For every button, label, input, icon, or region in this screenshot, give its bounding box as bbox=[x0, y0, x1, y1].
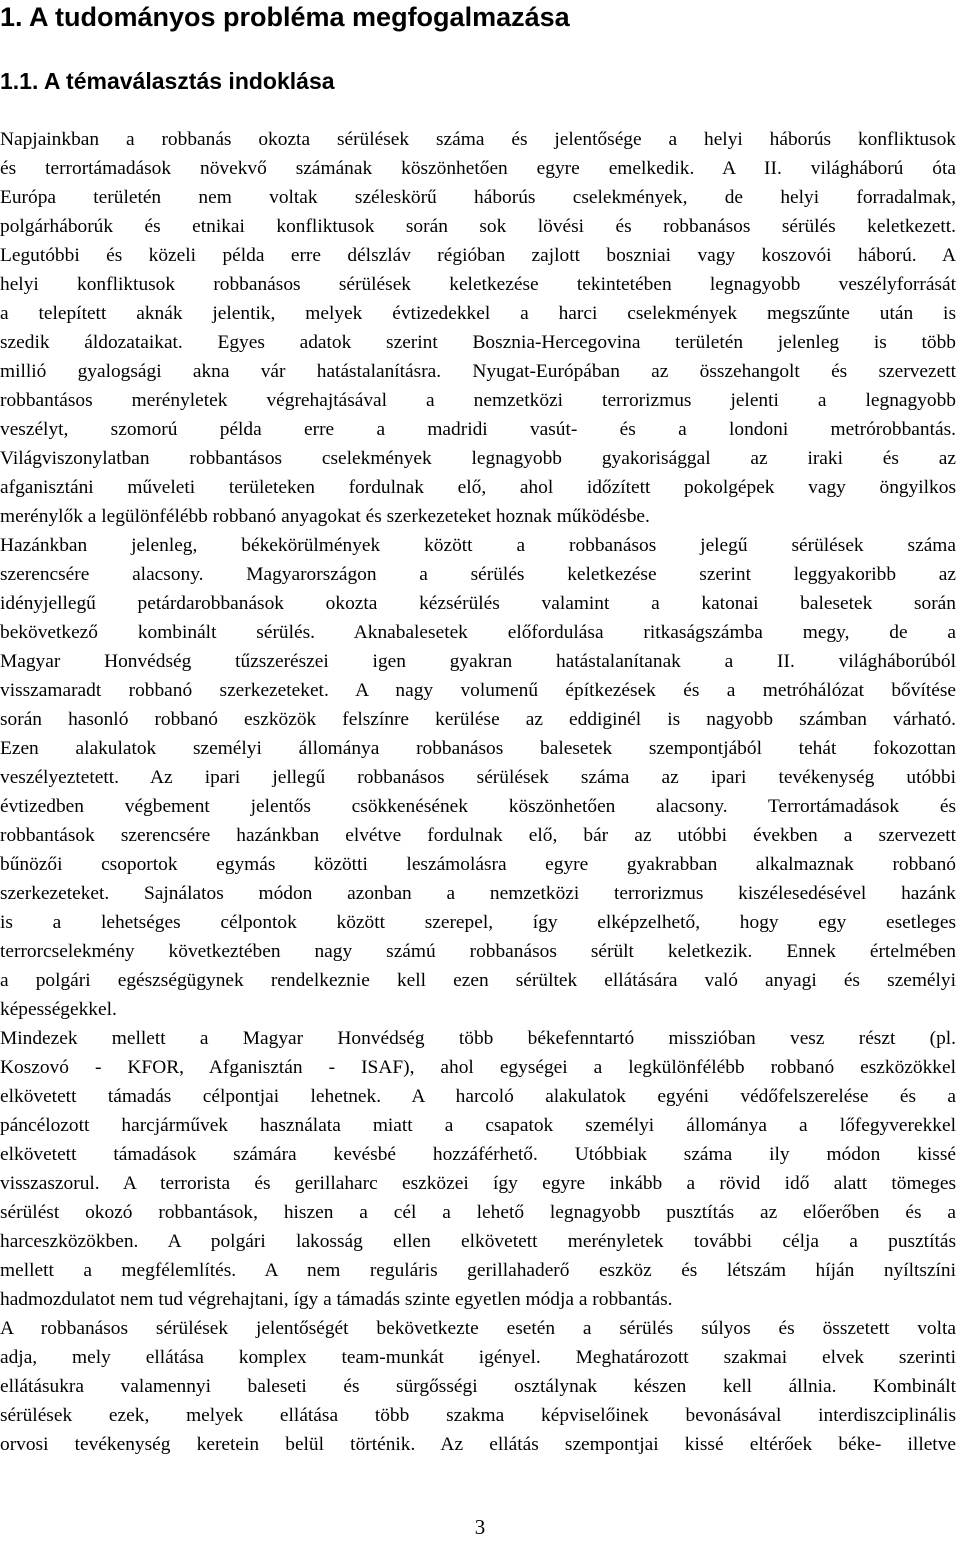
text-line: szerkezeteket. Sajnálatos módon azonban a nemzetközi terrorizmus kiszélesedésével hazánk bbox=[0, 883, 956, 904]
chapter-heading: 1. A tudományos probléma megfogalmazása bbox=[0, 2, 570, 32]
text-line: Koszovó - KFOR, Afganisztán - ISAF), ahol egységei a legkülönfélébb robbanó eszközökkel bbox=[0, 1057, 956, 1078]
text-line: bekövetkező kombinált sérülés. Aknabalesetek előfordulása ritkaságszámba megy, de a bbox=[0, 622, 956, 643]
text-line: hadmozdulatot nem tud végrehajtani, így a támadás szinte egyetlen módja a robbantás. bbox=[0, 1289, 673, 1310]
text-line: páncélozott harcjárművek használata miatt a csapatok személyi állománya a lőfegyverekkel bbox=[0, 1115, 956, 1136]
text-line: ellátásukra valamennyi baleseti és sürgősségi osztálynak készen kell állnia. Kombinált bbox=[0, 1376, 956, 1397]
text-line: afganisztáni műveleti területeken fordulnak elő, ahol időzített pokolgépek vagy öngyilkos bbox=[0, 477, 956, 498]
section-heading: 1.1. A témaválasztás indoklása bbox=[0, 68, 335, 94]
text-line: és terrortámadások növekvő számának köszönhetően egyre emelkedik. A II. világháború óta bbox=[0, 158, 956, 179]
text-line: veszélyt, szomorú példa erre a madridi vasút- és a londoni metrórobbantás. bbox=[0, 419, 956, 440]
text-line: idényjellegű petárdarobbanások okozta kézsérülés valamint a katonai balesetek során bbox=[0, 593, 956, 614]
text-line: millió gyalogsági akna vár hatástalanításra. Nyugat-Európában az összehangolt és szervezett bbox=[0, 361, 956, 382]
text-line: Napjainkban a robbanás okozta sérülések száma és jelentősége a helyi háborús konfliktusok bbox=[0, 129, 956, 150]
text-line: is a lehetséges célpontok között szerepel, így elképzelhető, hogy egy esetleges bbox=[0, 912, 956, 933]
text-line: bűnözői csoportok egymás közötti leszámolásra egyre gyakrabban alkalmaznak robbanó bbox=[0, 854, 956, 875]
text-line: visszaszorul. A terrorista és gerillaharc eszközei így egyre inkább a rövid idő alatt tömeges bbox=[0, 1173, 956, 1194]
text-line: robbantások szerencsére hazánkban elvétve fordulnak elő, bár az utóbbi években a szervezett bbox=[0, 825, 956, 846]
text-line: során hasonló robbanó eszközök felszínre kerülése az eddiginél is nagyobb számban várható. bbox=[0, 709, 956, 730]
text-line: Világviszonylatban robbantásos cselekmények legnagyobb gyakorisággal az iraki és az bbox=[0, 448, 956, 469]
text-line: robbantásos merényletek végrehajtásával a nemzetközi terrorizmus jelenti a legnagyobb bbox=[0, 390, 956, 411]
text-line: harceszközökben. A polgári lakosság ellen elkövetett merényletek további célja a pusztítás bbox=[0, 1231, 956, 1252]
text-line: Európa területén nem voltak széleskörű háborús cselekmények, de helyi forradalmak, bbox=[0, 187, 956, 208]
text-line: Magyar Honvédség tűzszerészei igen gyakran hatástalanítanak a II. világháborúból bbox=[0, 651, 956, 672]
text-line: sérülések ezek, melyek ellátása több szakma képviselőinek bevonásával interdiszciplinális bbox=[0, 1405, 956, 1426]
text-line: polgárháborúk és etnikai konfliktusok során sok lövési és robbanásos sérülés keletkezett. bbox=[0, 216, 956, 237]
text-line: merénylők a legülönfélébb robbanó anyagokat és szerkezeteket hoznak működésbe. bbox=[0, 506, 650, 527]
text-line: A robbanásos sérülések jelentőségét bekövetkezte esetén a sérülés súlyos és összetett volta bbox=[0, 1318, 956, 1339]
text-line: a polgári egészségügynek rendelkeznie kell ezen sérültek ellátására való anyagi és személyi bbox=[0, 970, 956, 991]
body-text bbox=[0, 125, 956, 1459]
page-number: 3 bbox=[474, 1515, 486, 1539]
text-line: a telepített aknák jelentik, melyek évtizedekkel a harci cselekmények megszűnte után is bbox=[0, 303, 956, 324]
text-line: helyi konfliktusok robbanásos sérülések keletkezése tekintetében legnagyobb veszélyforrását bbox=[0, 274, 956, 295]
text-line: képességekkel. bbox=[0, 999, 117, 1020]
text-line: adja, mely ellátása komplex team-munkát igényel. Meghatározott szakmai elvek szerinti bbox=[0, 1347, 956, 1368]
text-line: mellett a megfélemlítés. A nem reguláris gerillahaderő eszköz és létszám híján nyíltszíni bbox=[0, 1260, 956, 1281]
text-line: elkövetett támadás célpontjai lehetnek. A harcoló alakulatok egyéni védőfelszerelése és a bbox=[0, 1086, 956, 1107]
text-line: elkövetett támadások számára kevésbé hozzáférhető. Utóbbiak száma ily módon kissé bbox=[0, 1144, 956, 1165]
text-line: szerencsére alacsony. Magyarországon a sérülés keletkezése szerint leggyakoribb az bbox=[0, 564, 956, 585]
text-line: Mindezek mellett a Magyar Honvédség több békefenntartó misszióban vesz részt (pl. bbox=[0, 1028, 956, 1049]
text-line: terrorcselekmény következtében nagy számú robbanásos sérült keletkezik. Ennek értelmében bbox=[0, 941, 956, 962]
text-line: Legutóbbi és közeli példa erre délszláv régióban zajlott boszniai vagy koszovói háború. A bbox=[0, 245, 956, 266]
text-line: szedik áldozataikat. Egyes adatok szerint Bosznia-Hercegovina területén jelenleg is több bbox=[0, 332, 956, 353]
text-line: Hazánkban jelenleg, békekörülmények között a robbanásos jelegű sérülések száma bbox=[0, 535, 956, 556]
text-line: évtizedben végbement jelentős csökkenésének köszönhetően alacsony. Terrortámadások és bbox=[0, 796, 956, 817]
text-line: veszélyeztetett. Az ipari jellegű robbanásos sérülések száma az ipari tevékenység utóbbi bbox=[0, 767, 956, 788]
text-line: visszamaradt robbanó szerkezeteket. A nagy volumenű építkezések és a metróhálózat bővítése bbox=[0, 680, 956, 701]
text-line: sérülést okozó robbantások, hiszen a cél a lehető legnagyobb pusztítás az előerőben és a bbox=[0, 1202, 956, 1223]
text-line: orvosi tevékenység keretein belül történik. Az ellátás szempontjai kissé eltérőek béke- illetve bbox=[0, 1434, 956, 1455]
text-line: Ezen alakulatok személyi állománya robbanásos balesetek szempontjából tehát fokozottan bbox=[0, 738, 956, 759]
